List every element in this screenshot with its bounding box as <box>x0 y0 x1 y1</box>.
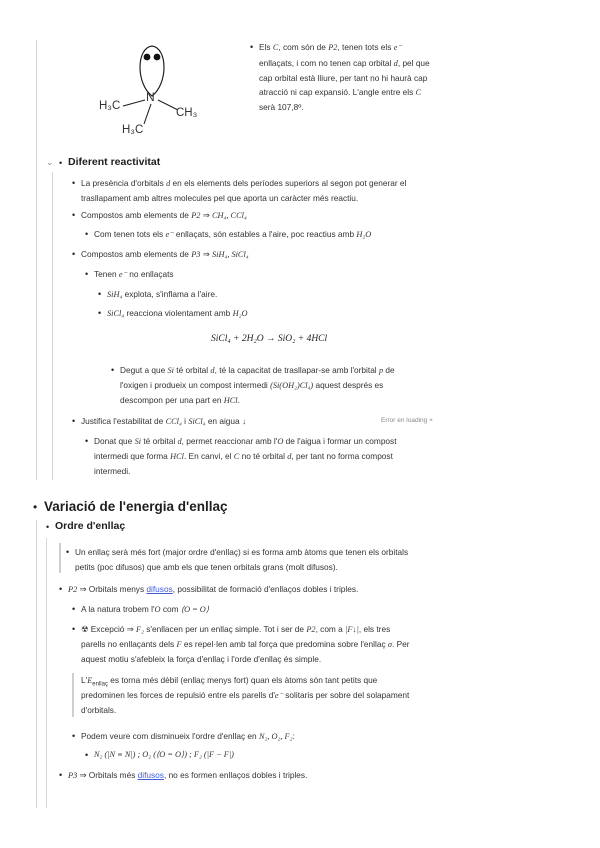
bullet-dot: • <box>98 289 102 299</box>
collapse-toggle[interactable]: ⌄ <box>46 157 54 167</box>
error-loading-badge: Error en loading × <box>381 417 433 424</box>
bullet-dot: • <box>111 365 115 375</box>
quote-bar <box>72 673 74 717</box>
bond-right <box>158 100 178 110</box>
energia-line-3: d'orbitals. <box>81 705 117 715</box>
bullet-dot: • <box>59 770 63 780</box>
bullet-dot: • <box>85 750 89 760</box>
bullet-dot: • <box>72 604 76 614</box>
bullet-dot: • <box>33 500 38 514</box>
p3-line: P3 ⇒ Orbitals més difusos, no es formen enllaços dobles i triples. <box>68 770 308 780</box>
compostos-p3: Compostos amb elements de P3 ⇒ SiH₄, SiCl₄ <box>81 249 249 259</box>
methyl-right: CH₃ <box>176 107 198 119</box>
outline-guide-inner <box>52 172 53 480</box>
difusos-link[interactable]: difusos <box>146 584 173 594</box>
energia-line-2: predominen les forces de repulsió entre els parells d'e⁻ solitaris per sobre del solapament <box>81 690 410 700</box>
degut-line-3: descompon per una part en HCl. <box>120 395 240 405</box>
donat-line-1: Donat que Si té orbital d, permet reaccionar amb l'O de l'aigua i formar un compost <box>94 436 397 446</box>
bullet-dot: • <box>72 178 76 188</box>
outline-guide-ordre <box>46 538 47 808</box>
bond-left <box>123 100 145 106</box>
quote-bar <box>59 543 61 573</box>
bullet-dot: • <box>85 229 89 239</box>
bullet-dot: • <box>72 624 76 634</box>
sicl4-line: SiCl₄ reacciona violentament amb H₂O <box>107 308 248 318</box>
excepcio-line-1: ☢ Excepció ⇒ F₂ s'enllacen per un enllaç simple. Tot i ser de P2, com a |F↓|, els tres <box>81 624 391 634</box>
justifica-line: Justifica l'estabilitat de CCl₄ i SiCl₄ en aigua ↓ <box>81 416 247 426</box>
bullet-dot: • <box>72 210 76 220</box>
bond-order-list: N₂ (|N ≡ N|) ; O₂ (⟨O = O⟩) ; F₂ (|F − F|) <box>94 750 234 759</box>
donat-line-2: intermedi que forma HCl. En canvi, el C no té orbital d, per tant no forma compost <box>94 451 393 461</box>
bullet-dot: • <box>85 436 89 446</box>
bullet-dot: • <box>72 416 76 426</box>
podem-line: Podem veure com disminueix l'ordre d'enllaç en N₂, O₂, F₂: <box>81 731 295 741</box>
variacio-heading: Variació de l'energia d'enllaç <box>44 499 228 514</box>
radioactive-icon: ☢ <box>81 624 89 634</box>
lone-pair-orbital <box>140 46 164 96</box>
presencia-line-1: La presència d'orbitals d en els elements dels períodes superiors al segon pot generar el <box>81 178 407 188</box>
quote-line-1: Un enllaç serà més fort (major ordre d'enllaç) si es forma amb àtoms que tenen els orbitals <box>75 547 409 557</box>
bullet-dot: • <box>250 42 254 52</box>
outline-guide-variacio <box>36 520 37 808</box>
trimethylamine-structure <box>90 40 220 140</box>
toggle-arrow-icon[interactable]: ↓ <box>241 416 247 426</box>
bullet-dot: • <box>72 249 76 259</box>
presencia-line-2: trasllapament amb altres molecules pel que aporta un caràcter més reactiu. <box>81 193 359 203</box>
bullet-dot: • <box>85 269 89 279</box>
compostos-p2: Compostos amb elements de P2 ⇒ CH₄, CCl₄ <box>81 210 247 220</box>
natura-line: A la natura trobem l'O com ⟨O = O⟩ <box>81 604 210 614</box>
intro-line-4: atracció ni cap expansió. L'angle entre els C <box>259 87 422 97</box>
excepcio-line-3: aquest motiu s'afebleix la força d'enllaç i l'orde d'enllaç és simple. <box>81 654 322 664</box>
energia-line-1: $L'E_{enllaç}$ es torna més dèbil (enllaç menys fort) quan els àtoms són tant petits que <box>81 675 378 688</box>
bullet-dot: • <box>72 731 76 741</box>
tenen-e-no-enllacats: Tenen e⁻ no enllaçats <box>94 269 174 279</box>
sih4-line: SiH₄ explota, s'inflama a l'aire. <box>107 289 218 299</box>
degut-line-2: l'oxigen i produeix un compost intermedi (Si(OH₂)Cl₄) aquest després es <box>120 380 384 390</box>
outline-guide-outer <box>36 40 37 480</box>
bullet-dot: • <box>66 547 70 557</box>
excepcio-line-2: parells no enllaçants dels F es repel·len amb tal força que predomina sobre l'enllaç σ. Per <box>81 639 410 649</box>
p2-line: P2 ⇒ Orbitals menys difusos, possibilitat de formació d'enllaços dobles i triples. <box>68 584 359 594</box>
bullet-dot: • <box>59 158 63 168</box>
bullet-dot: • <box>59 584 63 594</box>
electron-dot <box>144 54 151 61</box>
bond-bottom <box>144 104 151 124</box>
atom-n: N <box>146 90 155 104</box>
intro-line-5: serà 107,8º. <box>259 102 304 112</box>
intro-line-1: Els C, com són de P2, tenen tots els e⁻ <box>259 42 402 52</box>
compostos-p2-detail: Com tenen tots els e⁻ enllaçats, són estables a l'aire, poc reactius amb H₂O <box>94 229 372 239</box>
ordre-heading: Ordre d'enllaç <box>55 520 126 532</box>
reactivitat-heading: Diferent reactivitat <box>68 156 161 168</box>
close-icon[interactable]: × <box>429 417 433 424</box>
degut-line-1: Degut a que Si té orbital d, té la capacitat de trasllapar-se amb l'orbital p de <box>120 365 395 375</box>
quote-line-2: petits (poc difusos) que amb els que tenen orbitals grans (molt difusos). <box>75 562 338 572</box>
hydrolysis-equation: SiCl₄ + 2H₂O → SiO₂ + 4HCl <box>211 334 328 344</box>
intro-line-2: enllaçats, i com no tenen cap orbital d, pel que <box>259 58 430 68</box>
bullet-dot: • <box>98 308 102 318</box>
methyl-left: H₃C <box>99 100 121 112</box>
methyl-bottom: H₃C <box>122 124 144 136</box>
intro-line-3: cap orbital està lliure, per tant no hi haurà cap <box>259 73 428 83</box>
electron-dot <box>154 54 161 61</box>
donat-line-3: intermedi. <box>94 466 131 476</box>
bullet-dot: • <box>46 522 50 532</box>
difusos-link[interactable]: difusos <box>137 770 164 780</box>
